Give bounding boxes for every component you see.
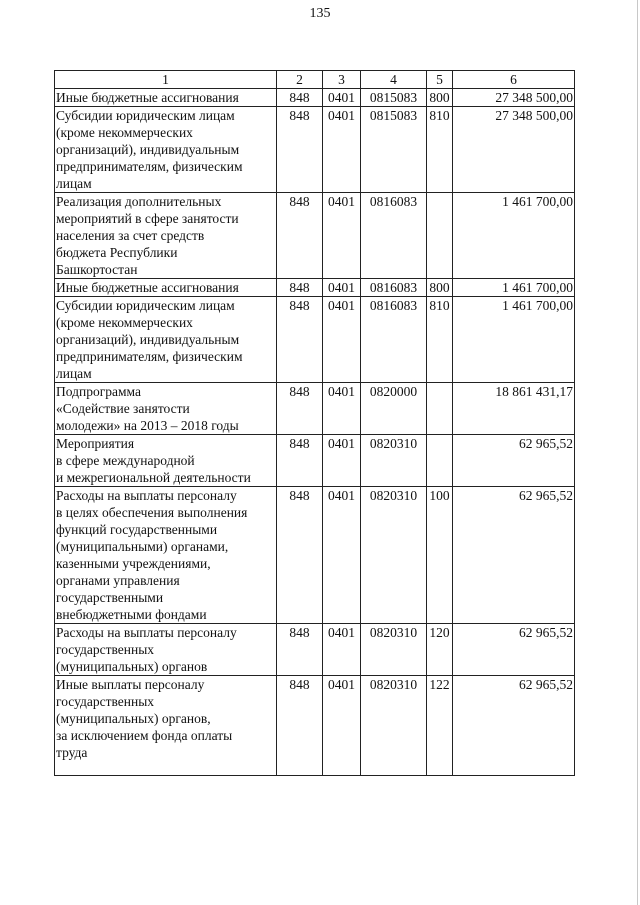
row-col4-cell: 0820310 bbox=[361, 487, 427, 624]
row-name-cell: Иные выплаты персоналу государственных (муниципальных) органов, за исключением фонда оплаты труда bbox=[55, 676, 277, 776]
page-edge-line bbox=[637, 0, 638, 905]
table-row bbox=[55, 279, 575, 297]
row-col2-cell: 848 bbox=[277, 107, 323, 193]
row-col4-cell: 0816083 bbox=[361, 297, 427, 383]
row-col2-cell: 848 bbox=[277, 435, 323, 487]
row-sum-cell: 62 965,52 bbox=[453, 676, 575, 776]
row-name-cell: Иные бюджетные ассигнования bbox=[55, 279, 277, 297]
row-name-cell: Субсидии юридическим лицам (кроме некоммерческих организаций), индивидуальным предпринимателям, физическим лицам bbox=[55, 107, 277, 193]
table-row bbox=[55, 107, 575, 193]
row-col2-cell: 848 bbox=[277, 383, 323, 435]
row-col3-cell: 0401 bbox=[323, 279, 361, 297]
row-col5-cell: 800 bbox=[427, 89, 453, 107]
row-col5-cell: 810 bbox=[427, 297, 453, 383]
row-name-cell: Реализация дополнительных мероприятий в сфере занятости населения за счет средств бюджета Республики Башкортостан bbox=[55, 193, 277, 279]
row-col3-cell: 0401 bbox=[323, 435, 361, 487]
header-col-2: 2 bbox=[277, 71, 323, 89]
row-col4-cell: 0816083 bbox=[361, 193, 427, 279]
row-col2-cell: 848 bbox=[277, 487, 323, 624]
row-col4-cell: 0820310 bbox=[361, 676, 427, 776]
row-col3-cell: 0401 bbox=[323, 487, 361, 624]
row-sum-cell: 1 461 700,00 bbox=[453, 297, 575, 383]
row-col5-cell: 122 bbox=[427, 676, 453, 776]
row-sum-cell: 1 461 700,00 bbox=[453, 193, 575, 279]
row-sum-cell: 27 348 500,00 bbox=[453, 89, 575, 107]
row-sum-cell: 27 348 500,00 bbox=[453, 107, 575, 193]
row-col3-cell: 0401 bbox=[323, 624, 361, 676]
table-row bbox=[55, 193, 575, 279]
row-col4-cell: 0820310 bbox=[361, 624, 427, 676]
row-name-cell: Иные бюджетные ассигнования bbox=[55, 89, 277, 107]
row-col5-cell bbox=[427, 193, 453, 279]
row-sum-cell: 62 965,52 bbox=[453, 624, 575, 676]
row-col4-cell: 0820000 bbox=[361, 383, 427, 435]
row-name-cell: Расходы на выплаты персоналу государственных (муниципальных) органов bbox=[55, 624, 277, 676]
table-row bbox=[55, 297, 575, 383]
table-row bbox=[55, 487, 575, 624]
header-col-3: 3 bbox=[323, 71, 361, 89]
table-row bbox=[55, 676, 575, 776]
budget-table bbox=[54, 70, 575, 776]
row-col4-cell: 0815083 bbox=[361, 89, 427, 107]
row-col2-cell: 848 bbox=[277, 193, 323, 279]
row-col2-cell: 848 bbox=[277, 89, 323, 107]
row-col2-cell: 848 bbox=[277, 624, 323, 676]
table-row bbox=[55, 624, 575, 676]
row-col5-cell: 120 bbox=[427, 624, 453, 676]
row-col3-cell: 0401 bbox=[323, 297, 361, 383]
header-col-1: 1 bbox=[55, 71, 277, 89]
table-row bbox=[55, 383, 575, 435]
row-name-cell: Субсидии юридическим лицам (кроме некоммерческих организаций), индивидуальным предпринимателям, физическим лицам bbox=[55, 297, 277, 383]
row-col3-cell: 0401 bbox=[323, 193, 361, 279]
row-sum-cell: 62 965,52 bbox=[453, 435, 575, 487]
table-body bbox=[55, 89, 575, 776]
table-row bbox=[55, 89, 575, 107]
row-col5-cell: 100 bbox=[427, 487, 453, 624]
row-col4-cell: 0820310 bbox=[361, 435, 427, 487]
header-col-4: 4 bbox=[361, 71, 427, 89]
row-col5-cell: 810 bbox=[427, 107, 453, 193]
table-row bbox=[55, 435, 575, 487]
row-col3-cell: 0401 bbox=[323, 89, 361, 107]
row-col5-cell: 800 bbox=[427, 279, 453, 297]
page-number: 135 bbox=[309, 6, 331, 21]
table-header-row bbox=[55, 71, 575, 89]
row-name-cell: Мероприятия в сфере международной и межрегиональной деятельности bbox=[55, 435, 277, 487]
row-col4-cell: 0816083 bbox=[361, 279, 427, 297]
row-col2-cell: 848 bbox=[277, 676, 323, 776]
header-col-5: 5 bbox=[427, 71, 453, 89]
row-name-cell: Расходы на выплаты персоналу в целях обеспечения выполнения функций государственными (муниципальными) органами, казенными учреждениями, органами управления государственными внебюджетными фондами bbox=[55, 487, 277, 624]
row-col5-cell bbox=[427, 383, 453, 435]
row-col2-cell: 848 bbox=[277, 297, 323, 383]
row-col3-cell: 0401 bbox=[323, 676, 361, 776]
row-col5-cell bbox=[427, 435, 453, 487]
header-col-6: 6 bbox=[453, 71, 575, 89]
row-sum-cell: 18 861 431,17 bbox=[453, 383, 575, 435]
row-col3-cell: 0401 bbox=[323, 383, 361, 435]
row-col3-cell: 0401 bbox=[323, 107, 361, 193]
row-sum-cell: 62 965,52 bbox=[453, 487, 575, 624]
row-col4-cell: 0815083 bbox=[361, 107, 427, 193]
row-name-cell: Подпрограмма «Содействие занятости молодежи» на 2013 – 2018 годы bbox=[55, 383, 277, 435]
row-sum-cell: 1 461 700,00 bbox=[453, 279, 575, 297]
row-col2-cell: 848 bbox=[277, 279, 323, 297]
